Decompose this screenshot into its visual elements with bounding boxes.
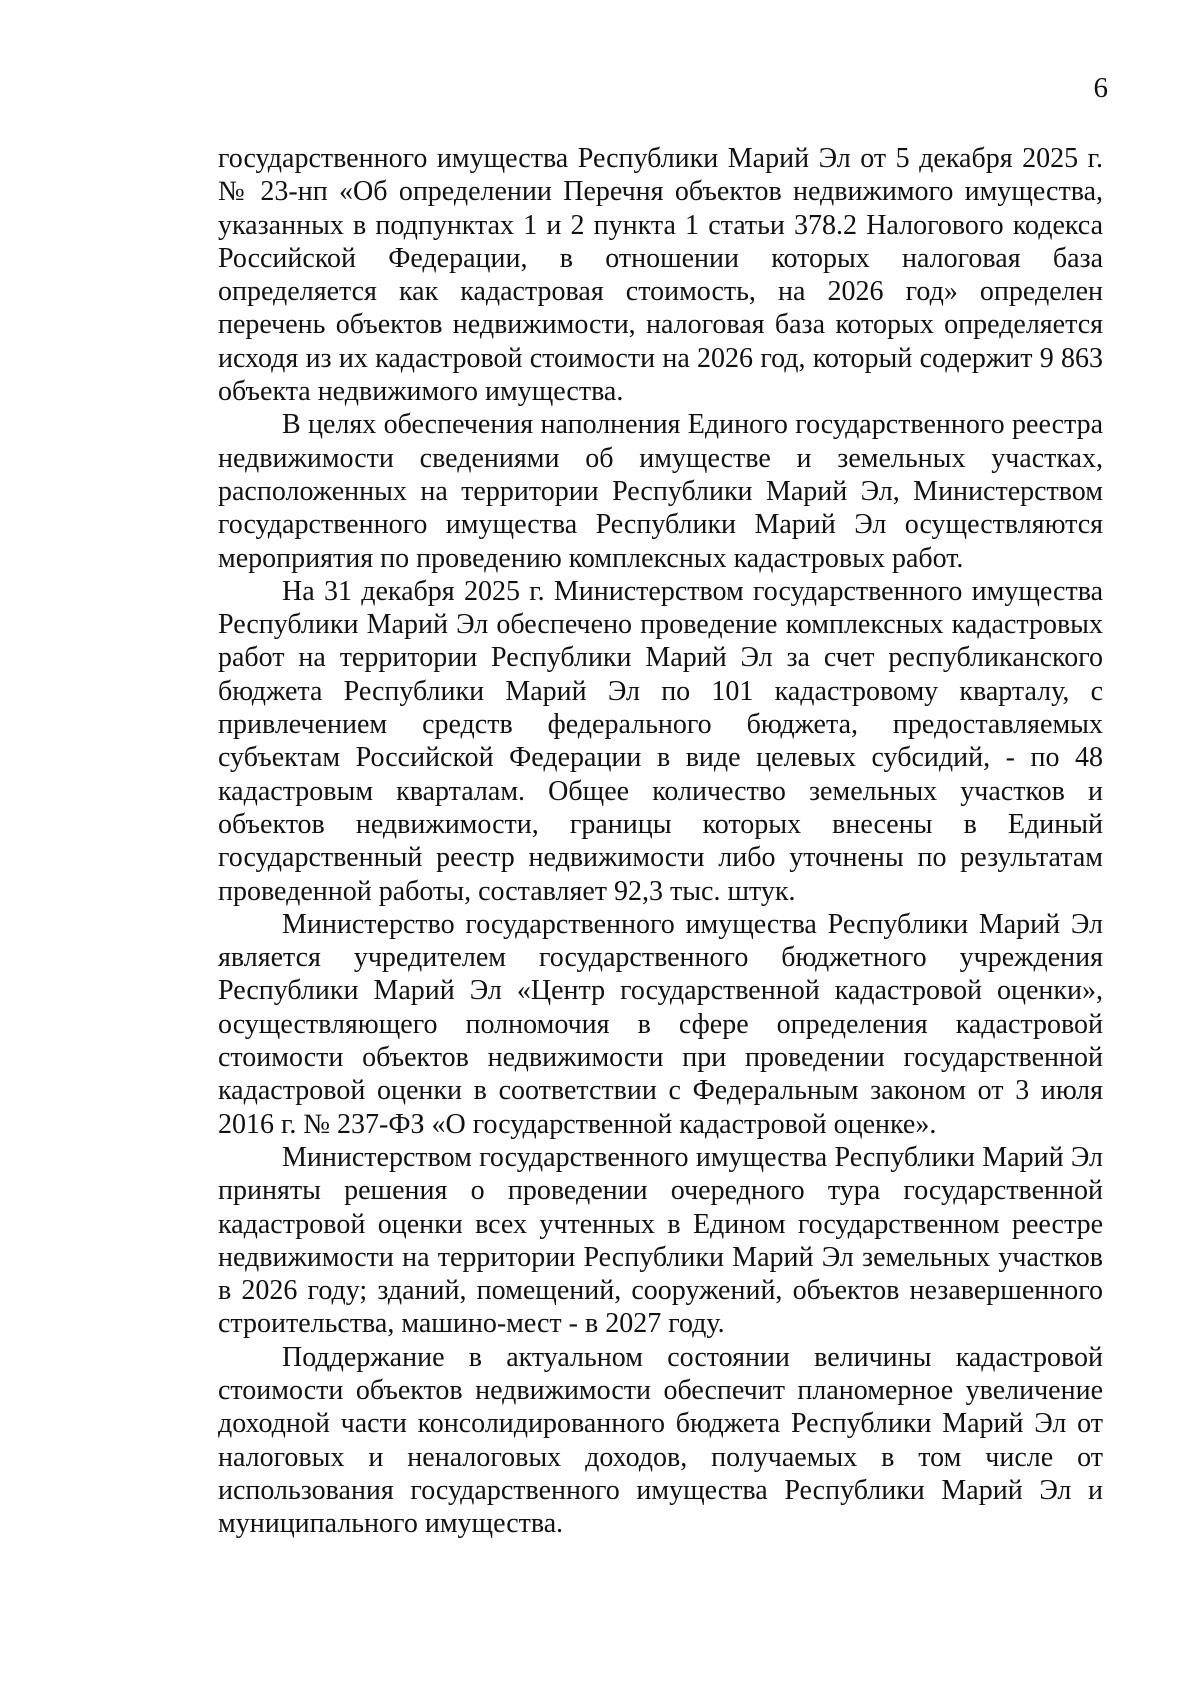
paragraph-budget-revenue: Поддержание в актуальном состоянии величины кадастровой стоимости объектов недвижимости обеспечит планомерное увеличение доходной части консолидированного бюджета Республики Марий Эл от налоговых и неналоговых доходов, получаемых в том числе от использования государственного имущества Республики Марий Эл и муниципального имущества. [218,1341,1103,1540]
document-body [218,142,1103,1540]
paragraph-cadastral-works-results: На 31 декабря 2025 г. Министерством государственного имущества Республики Марий Эл обеспечено проведение комплексных кадастровых работ на территории Республики Марий Эл за счет республиканского бюджета Республики Марий Эл по 101 кадастровому кварталу, с привлечением средств федерального бюджета, предоставляемых субъектам Российской Федерации в виде целевых субсидий, - по 48 кадастровым кварталам. Общее количество земельных участков и объектов недвижимости, границы которых внесены в Единый государственный реестр недвижимости либо уточнены по результатам проведенной работы, составляет 92,3 тыс. штук. [218,575,1103,907]
paragraph-valuation-tour: Министерством государственного имущества Республики Марий Эл приняты решения о проведении очередного тура государственной кадастровой оценки всех учтенных в Едином государственном реестре недвижимости на территории Республики Марий Эл земельных участков в 2026 году; зданий, помещений, сооружений, объектов незавершенного строительства, машино-мест - в 2027 году. [218,1141,1103,1340]
paragraph-cadastral-works-purpose: В целях обеспечения наполнения Единого государственного реестра недвижимости сведениями об имуществе и земельных участках, расположенных на территории Республики Марий Эл, Министерством государственного имущества Республики Марий Эл осуществляются мероприятия по проведению комплексных кадастровых работ. [218,409,1103,574]
page-number: 6 [1093,72,1108,104]
paragraph-continuation: государственного имущества Республики Марий Эл от 5 декабря 2025 г. № 23-нп «Об определении Перечня объектов недвижимого имущества, указанных в подпунктах 1 и 2 пункта 1 статьи 378.2 Налогового кодекса Российской Федерации, в отношении которых налоговая база определяется как кадастровая стоимость, на 2026 год» определен перечень объектов недвижимости, налоговая база которых определяется исходя из их кадастровой стоимости на 2026 год, который содержит 9 863 объекта недвижимого имущества. [218,143,1103,408]
paragraph-valuation-center: Министерство государственного имущества Республики Марий Эл является учредителем государственного бюджетного учреждения Республики Марий Эл «Центр государственной кадастровой оценки», осуществляющего полномочия в сфере определения кадастровой стоимости объектов недвижимости при проведении государственной кадастровой оценки в соответствии с Федеральным законом от 3 июля 2016 г. № 237-ФЗ «О государственной кадастровой оценке». [218,908,1103,1140]
